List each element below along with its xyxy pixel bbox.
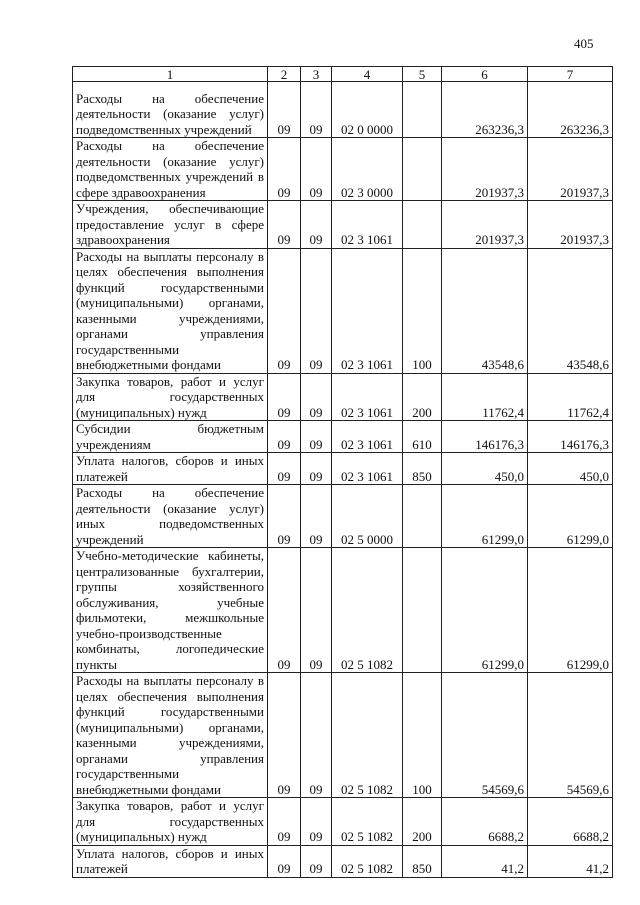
section-code: 09 xyxy=(268,248,301,373)
row-description: Расходы на обеспечение деятельности (оказание услуг) иных подведомственных учреждений xyxy=(73,485,268,548)
subsection-code: 09 xyxy=(301,82,332,138)
expense-type-code xyxy=(403,201,442,249)
section-code: 09 xyxy=(268,845,301,877)
amount-col-7: 43548,6 xyxy=(528,248,613,373)
section-code: 09 xyxy=(268,138,301,201)
table-row xyxy=(73,548,613,673)
target-article-code: 02 3 1061 xyxy=(332,248,403,373)
table-row xyxy=(73,485,613,548)
row-description: Расходы на выплаты персоналу в целях обеспечения выполнения функций государственными (муниципальными) органами, казенными учреждениями, органами управления государственными внебюджетными фондами xyxy=(73,673,268,798)
section-code: 09 xyxy=(268,201,301,249)
expense-type-code xyxy=(403,485,442,548)
table-row xyxy=(73,373,613,421)
subsection-code: 09 xyxy=(301,138,332,201)
subsection-code: 09 xyxy=(301,421,332,453)
target-article-code: 02 0 0000 xyxy=(332,82,403,138)
header-col-2: 2 xyxy=(268,67,301,82)
header-col-4: 4 xyxy=(332,67,403,82)
expense-type-code: 200 xyxy=(403,373,442,421)
target-article-code: 02 3 1061 xyxy=(332,201,403,249)
subsection-code: 09 xyxy=(301,798,332,846)
section-code: 09 xyxy=(268,548,301,673)
amount-col-6: 11762,4 xyxy=(442,373,528,421)
row-description: Уплата налогов, сборов и иных платежей xyxy=(73,845,268,877)
row-description: Закупка товаров, работ и услуг для государственных (муниципальных) нужд xyxy=(73,373,268,421)
section-code: 09 xyxy=(268,798,301,846)
amount-col-6: 54569,6 xyxy=(442,673,528,798)
subsection-code: 09 xyxy=(301,453,332,485)
expense-type-code xyxy=(403,82,442,138)
expense-type-code xyxy=(403,548,442,673)
amount-col-6: 201937,3 xyxy=(442,201,528,249)
subsection-code: 09 xyxy=(301,248,332,373)
table-row xyxy=(73,248,613,373)
table-row xyxy=(73,138,613,201)
amount-col-7: 54569,6 xyxy=(528,673,613,798)
table-row xyxy=(73,798,613,846)
table-row xyxy=(73,673,613,798)
subsection-code: 09 xyxy=(301,548,332,673)
target-article-code: 02 5 1082 xyxy=(332,673,403,798)
expense-type-code: 850 xyxy=(403,453,442,485)
target-article-code: 02 5 1082 xyxy=(332,548,403,673)
section-code: 09 xyxy=(268,82,301,138)
table-row xyxy=(73,845,613,877)
subsection-code: 09 xyxy=(301,373,332,421)
target-article-code: 02 5 0000 xyxy=(332,485,403,548)
amount-col-6: 263236,3 xyxy=(442,82,528,138)
amount-col-6: 43548,6 xyxy=(442,248,528,373)
amount-col-7: 201937,3 xyxy=(528,138,613,201)
target-article-code: 02 5 1082 xyxy=(332,798,403,846)
row-description: Субсидии бюджетным учреждениям xyxy=(73,421,268,453)
amount-col-7: 146176,3 xyxy=(528,421,613,453)
row-description: Уплата налогов, сборов и иных платежей xyxy=(73,453,268,485)
amount-col-6: 41,2 xyxy=(442,845,528,877)
amount-col-7: 61299,0 xyxy=(528,485,613,548)
header-col-6: 6 xyxy=(442,67,528,82)
subsection-code: 09 xyxy=(301,485,332,548)
target-article-code: 02 5 1082 xyxy=(332,845,403,877)
amount-col-6: 61299,0 xyxy=(442,485,528,548)
section-code: 09 xyxy=(268,453,301,485)
expense-type-code: 100 xyxy=(403,673,442,798)
amount-col-6: 201937,3 xyxy=(442,138,528,201)
header-col-7: 7 xyxy=(528,67,613,82)
subsection-code: 09 xyxy=(301,673,332,798)
amount-col-7: 61299,0 xyxy=(528,548,613,673)
page-number: 405 xyxy=(574,36,594,51)
section-code: 09 xyxy=(268,673,301,798)
row-description: Учреждения, обеспечивающие предоставление услуг в сфере здравоохранения xyxy=(73,201,268,249)
amount-col-7: 201937,3 xyxy=(528,201,613,249)
row-description: Закупка товаров, работ и услуг для государственных (муниципальных) нужд xyxy=(73,798,268,846)
amount-col-6: 61299,0 xyxy=(442,548,528,673)
target-article-code: 02 3 0000 xyxy=(332,138,403,201)
amount-col-6: 146176,3 xyxy=(442,421,528,453)
row-description: Расходы на выплаты персоналу в целях обеспечения выполнения функций государственными (муниципальными) органами, казенными учреждениями, органами управления государственными внебюджетными фондами xyxy=(73,248,268,373)
target-article-code: 02 3 1061 xyxy=(332,373,403,421)
subsection-code: 09 xyxy=(301,201,332,249)
target-article-code: 02 3 1061 xyxy=(332,453,403,485)
section-code: 09 xyxy=(268,373,301,421)
section-code: 09 xyxy=(268,421,301,453)
header-col-3: 3 xyxy=(301,67,332,82)
budget-table xyxy=(72,66,613,878)
amount-col-6: 6688,2 xyxy=(442,798,528,846)
amount-col-7: 11762,4 xyxy=(528,373,613,421)
expense-type-code: 610 xyxy=(403,421,442,453)
target-article-code: 02 3 1061 xyxy=(332,421,403,453)
header-col-5: 5 xyxy=(403,67,442,82)
table-row xyxy=(73,421,613,453)
table-row xyxy=(73,82,613,138)
row-description: Учебно-методические кабинеты, централизованные бухгалтерии, группы хозяйственного обслуживания, учебные фильмотеки, межшкольные учебно-производственные комбинаты, логопедические пункты xyxy=(73,548,268,673)
amount-col-7: 6688,2 xyxy=(528,798,613,846)
amount-col-7: 41,2 xyxy=(528,845,613,877)
section-code: 09 xyxy=(268,485,301,548)
table-row xyxy=(73,453,613,485)
header-row xyxy=(73,67,613,82)
amount-col-6: 450,0 xyxy=(442,453,528,485)
table-row xyxy=(73,201,613,249)
expense-type-code: 850 xyxy=(403,845,442,877)
amount-col-7: 263236,3 xyxy=(528,82,613,138)
row-description: Расходы на обеспечение деятельности (оказание услуг) подведомственных учреждений xyxy=(73,82,268,138)
expense-type-code: 100 xyxy=(403,248,442,373)
expense-type-code: 200 xyxy=(403,798,442,846)
subsection-code: 09 xyxy=(301,845,332,877)
expense-type-code xyxy=(403,138,442,201)
amount-col-7: 450,0 xyxy=(528,453,613,485)
row-description: Расходы на обеспечение деятельности (оказание услуг) подведомственных учреждений в сфере здравоохранения xyxy=(73,138,268,201)
header-col-1: 1 xyxy=(73,67,268,82)
